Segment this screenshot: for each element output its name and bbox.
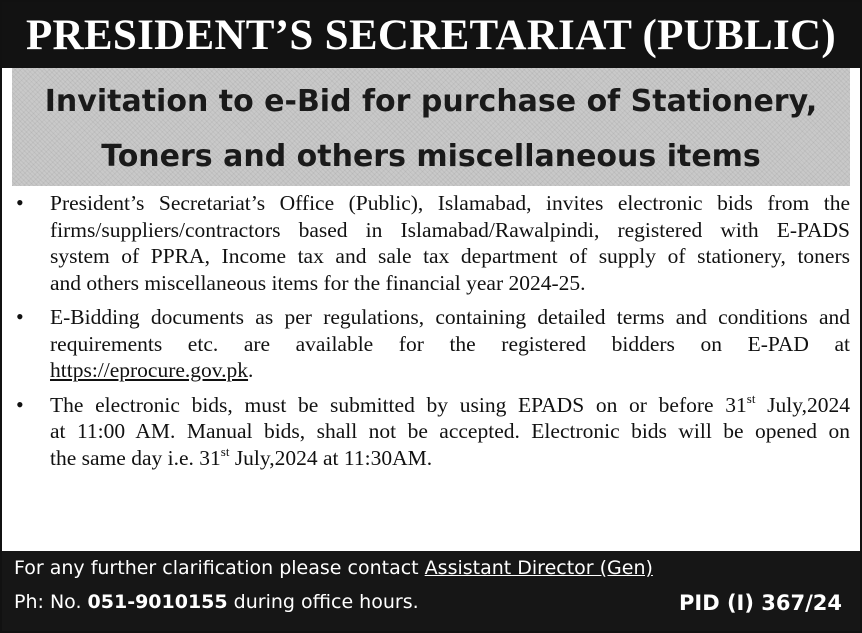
pid-number: PID (I) 367/24 bbox=[679, 591, 842, 615]
item-3-line-1 bbox=[50, 392, 850, 419]
phone-line bbox=[14, 591, 419, 613]
notice-item-3 bbox=[2, 392, 860, 472]
item-3-line-3 bbox=[50, 445, 850, 472]
notice-heading-line-1: Invitation to e-Bid for purchase of Stationery, bbox=[44, 84, 818, 119]
item-2-line-2: requirements etc. are available for the registered bidders on E-PAD at bbox=[50, 331, 850, 356]
notice-item-2 bbox=[2, 304, 860, 384]
phone-prefix: Ph: No. bbox=[14, 591, 88, 613]
contact-title: Assistant Director (Gen) bbox=[424, 557, 653, 579]
bullet-icon: • bbox=[16, 190, 24, 215]
item-1-line-3: system of PPRA, Income tax and sale tax department of supply of stationery, toners bbox=[50, 244, 850, 268]
ordinal-suffix: st bbox=[220, 443, 230, 459]
link-suffix: . bbox=[248, 358, 254, 382]
ordinal-suffix: st bbox=[746, 390, 756, 406]
notice-items bbox=[2, 190, 860, 479]
item-1-line-2: firms/suppliers/contractors based in Islamabad/Rawalpindi, registered with E-PADS bbox=[50, 217, 850, 242]
notice-heading-line-2: Toners and others miscellaneous items bbox=[101, 139, 761, 174]
item-2-line-3 bbox=[50, 357, 850, 384]
item-1-line-1: President’s Secretariat’s Office (Public), Islamabad, invites electronic bids from the bbox=[50, 191, 850, 215]
notice-heading bbox=[12, 68, 850, 186]
bullet-icon: • bbox=[16, 391, 24, 417]
notice-item-1 bbox=[2, 190, 860, 296]
clarification-line bbox=[14, 557, 653, 579]
item-3-line-3-text: the same day i.e. 31 bbox=[50, 445, 221, 470]
phone-suffix: during office hours. bbox=[227, 591, 419, 613]
item-2-line-1: E-Bidding documents as per regulations, containing detailed terms and conditions and bbox=[50, 305, 850, 329]
clarification-text: For any further clarification please contact bbox=[14, 557, 425, 579]
contact-footer bbox=[2, 551, 860, 631]
masthead-title: PRESIDENT’S SECRETARIAT (PUBLIC) bbox=[2, 2, 860, 68]
item-3-line-2: at 11:00 AM. Manual bids, shall not be accepted. Electronic bids will be opened on bbox=[50, 419, 850, 443]
bullet-icon: • bbox=[16, 304, 24, 329]
eprocure-link[interactable]: https://eprocure.gov.pk bbox=[50, 358, 249, 382]
item-3-line-1-text: The electronic bids, must be submitted by using EPADS on or before 31 bbox=[50, 392, 747, 417]
phone-number: 051-9010155 bbox=[87, 591, 228, 613]
item-3-line-1-date: July,2024 bbox=[755, 392, 850, 417]
item-3-line-3-date: July,2024 at 11:30AM. bbox=[229, 445, 433, 470]
item-1-line-4: and others miscellaneous items for the financial year 2024-25. bbox=[50, 270, 586, 295]
